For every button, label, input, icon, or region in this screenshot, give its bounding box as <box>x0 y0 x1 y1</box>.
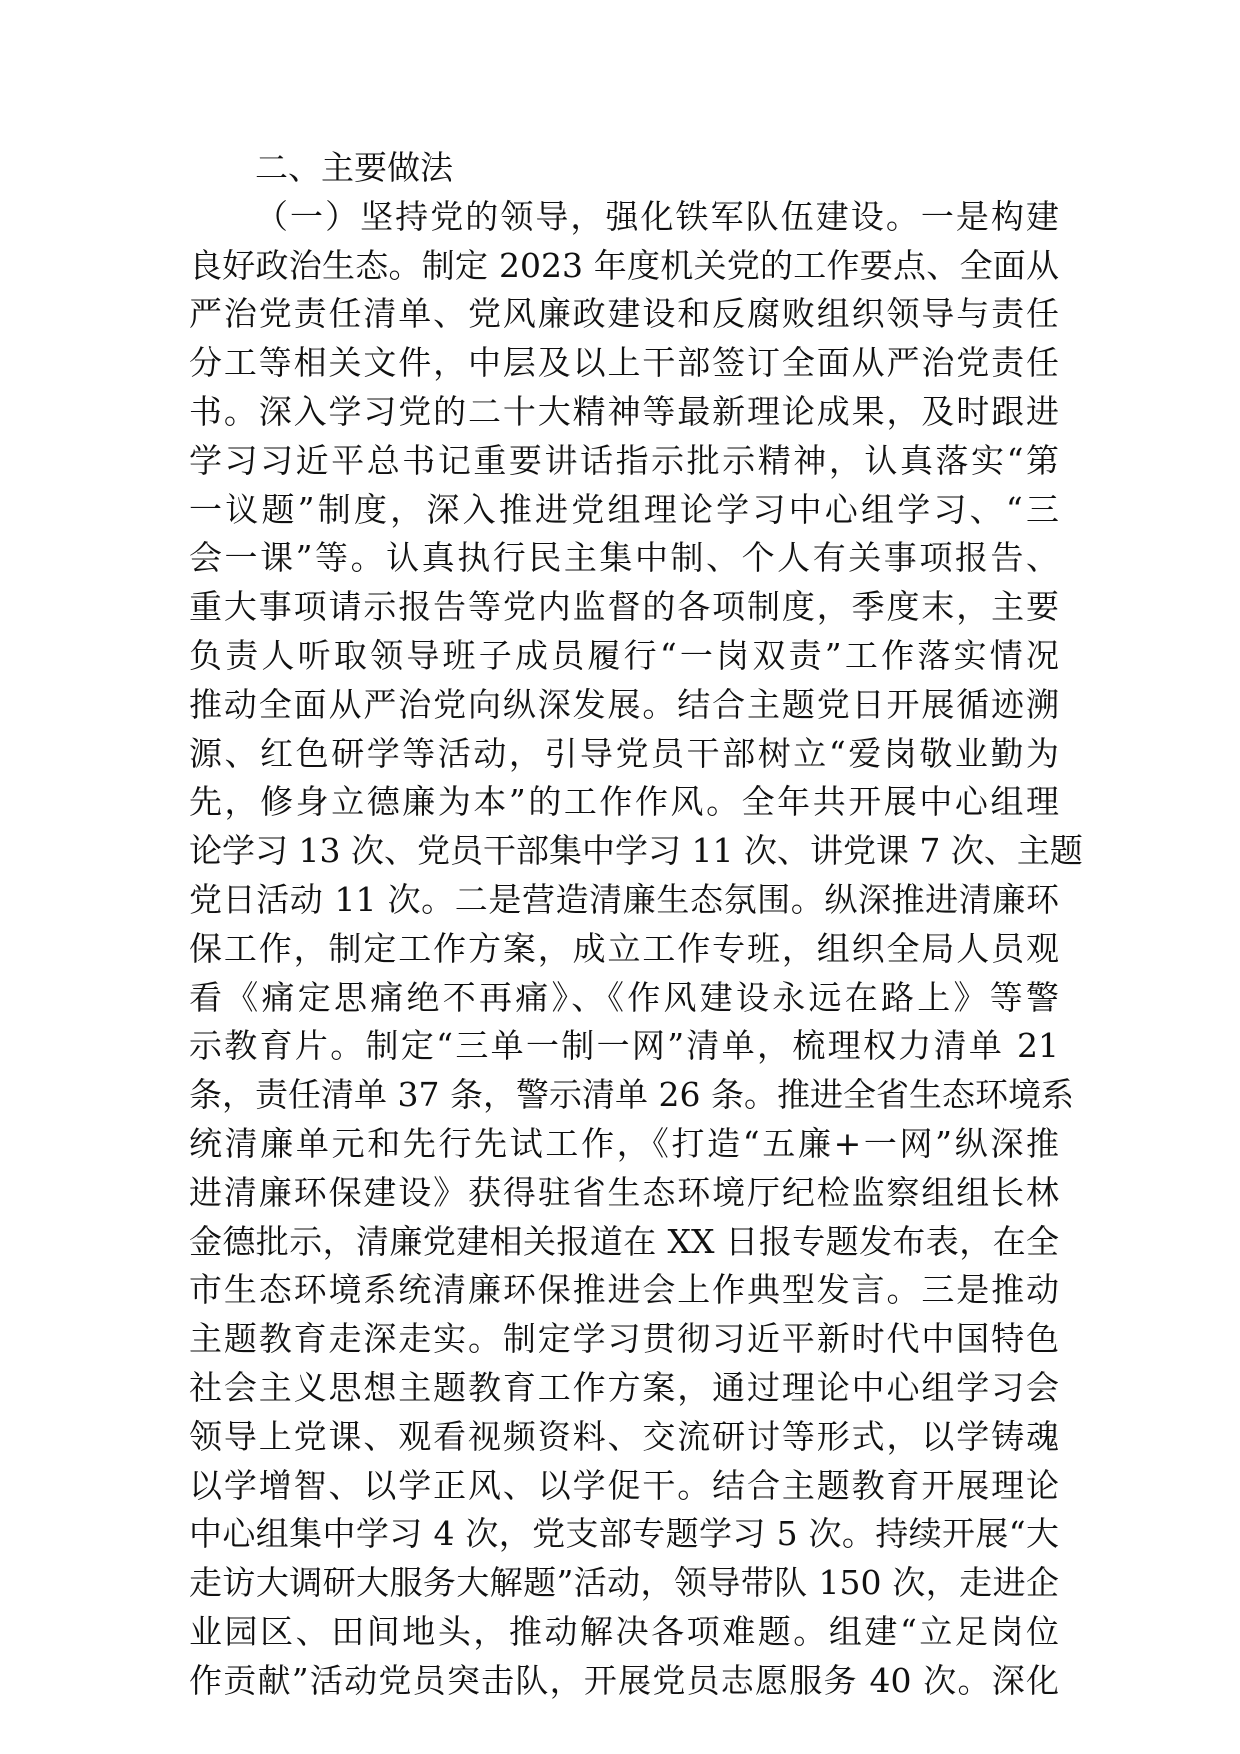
paragraph-line: 重大事项请示报告等党内监督的各项制度，季度末，主要 <box>189 587 1059 627</box>
paragraph-line: 领导上党课、观看视频资料、交流研讨等形式，以学铸魂 <box>189 1416 1059 1456</box>
paragraph-line: 进清廉环保建设》获得驻省生态环境厅纪检监察组组长林 <box>189 1172 1059 1212</box>
paragraph-line: 学习习近平总书记重要讲话指示批示精神，认真落实“第 <box>189 440 1059 480</box>
paragraph-line: 源、红色研学等活动，引导党员干部树立“爱岗敬业勤为 <box>189 733 1059 773</box>
paragraph-line: 走访大调研大服务大解题”活动，领导带队 150 次，走进企 <box>189 1563 1059 1603</box>
paragraph-line: 市生态环境系统清廉环保推进会上作典型发言。三是推动 <box>189 1270 1059 1310</box>
paragraph-line: 保工作，制定工作方案，成立工作专班，组织全局人员观 <box>189 928 1059 968</box>
document-body <box>189 144 1083 1706</box>
paragraph-line: 良好政治生态。制定 2023 年度机关党的工作要点、全面从 <box>189 245 1059 285</box>
paragraph-line: 金德批示，清廉党建相关报道在 XX 日报专题发布表，在全 <box>189 1221 1059 1261</box>
paragraph-line: 条，责任清单 37 条，警示清单 26 条。推进全省生态环境系 <box>189 1075 1074 1115</box>
paragraph-line: 会一课”等。认真执行民主集中制、个人有关事项报告、 <box>189 538 1059 578</box>
paragraph-line: 社会主义思想主题教育工作方案，通过理论中心组学习会 <box>189 1367 1059 1407</box>
paragraph-line: 统清廉单元和先行先试工作，《打造“五廉+一网”纵深推 <box>189 1123 1059 1163</box>
paragraph-line: 作贡献”活动党员突击队，开展党员志愿服务 40 次。深化 <box>189 1660 1059 1700</box>
paragraph-line: 以学增智、以学正风、以学促干。结合主题教育开展理论 <box>189 1465 1059 1505</box>
paragraph-line: 主题教育走深走实。制定学习贯彻习近平新时代中国特色 <box>189 1319 1059 1359</box>
paragraph-line: 先，修身立德廉为本”的工作作风。全年共开展中心组理 <box>189 782 1059 822</box>
paragraph-line: 推动全面从严治党向纵深发展。结合主题党日开展循迹溯 <box>189 684 1059 724</box>
paragraph-line: 负责人听取领导班子成员履行“一岗双责”工作落实情况 <box>189 635 1059 675</box>
paragraph-line: 党日活动 11 次。二是营造清廉生态氛围。纵深推进清廉环 <box>189 879 1059 919</box>
paragraph-line: 书。深入学习党的二十大精神等最新理论成果，及时跟进 <box>189 391 1059 431</box>
paragraph-line: 业园区、田间地头，推动解决各项难题。组建“立足岗位 <box>189 1611 1059 1651</box>
section-heading: 二、主要做法 <box>255 148 453 187</box>
paragraph-line: 中心组集中学习 4 次，党支部专题学习 5 次。持续开展“大 <box>189 1514 1059 1554</box>
paragraph-line: 分工等相关文件，中层及以上干部签订全面从严治党责任 <box>189 343 1059 383</box>
paragraph-line: 一议题”制度，深入推进党组理论学习中心组学习、“三 <box>189 489 1059 529</box>
paragraph-line: （一）坚持党的领导，强化铁军队伍建设。一是构建 <box>255 196 1059 236</box>
paragraph-line: 严治党责任清单、党风廉政建设和反腐败组织领导与责任 <box>189 294 1059 334</box>
paragraph-line: 论学习 13 次、党员干部集中学习 11 次、讲党课 7 次、主题 <box>189 831 1083 871</box>
paragraph-line: 示教育片。制定“三单一制一网”清单，梳理权力清单 21 <box>189 1026 1059 1066</box>
paragraph-line: 看《痛定思痛绝不再痛》、《作风建设永远在路上》等警 <box>189 977 1059 1017</box>
